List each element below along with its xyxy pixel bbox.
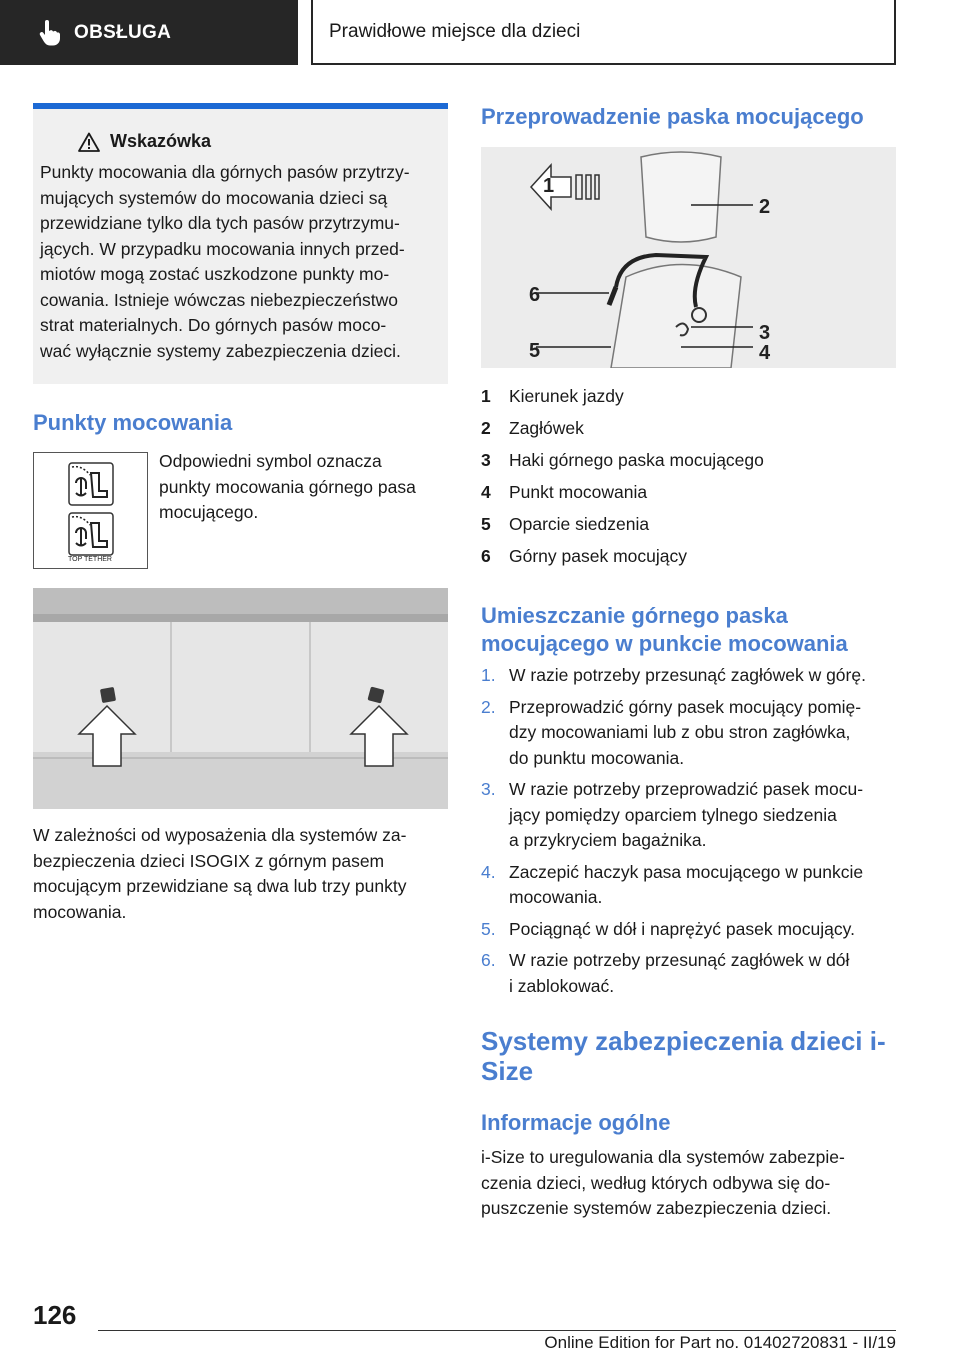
callout-6: 6 [529,284,541,306]
warning-box [33,103,448,384]
callout-2: 2 [759,196,771,218]
top-tether-label: TOP TETHER [68,556,112,563]
top-tether-symbol-icon [34,453,147,568]
placing-steps [481,663,896,1005]
page-topic: Prawidłowe miejsce dla dzieci [311,0,896,65]
footer-divider [98,1330,896,1331]
isofix-paragraph: W zależności od wyposażenia dla systemów za- bezpieczenia dzieci ISOGIX z górnym pasem mocującym przewidziane są dwa lub trzy punkty mocowania. [33,825,407,922]
headrest-diagram [481,147,896,368]
top-tether-symbol-box [33,452,148,569]
isize-heading: Systemy zabezpieczenia dzieci i- Size [481,1026,886,1086]
warning-header [78,131,440,152]
step-item: 5. Pociągnąć w dół i naprężyć pasek mocujący. [481,918,855,939]
step-item: 2. Przeprowadzić górny pasek mocujący pomię- dzy mocowaniami lub z obu stron zagłówka, do punktu mocowania. [481,696,862,768]
warning-triangle-icon [78,132,100,152]
diagram-legend [481,380,896,572]
trunk-anchor-photo [33,588,448,809]
hand-pointer-icon [38,20,62,46]
isize-subheading: Informacje ogólne [481,1110,671,1135]
step-item: 1. W razie potrzeby przesunąć zagłówek w górę. [481,665,866,685]
callout-1: 1 [543,175,555,197]
step-item: 3. W razie potrzeby przeprowadzić pasek mocu- jący pomiędzy oparciem tylnego siedzenia a przykryciem bagażnika. [481,779,864,850]
symbol-description: Odpowiedni symbol oznacza punkty mocowania górnego pasa mocującego. [159,451,416,522]
legend-item: 5 Oparcie siedzenia [481,513,650,534]
step-item: 6. W razie potrzeby przesunąć zagłówek w dół i zablokować. [481,950,850,996]
page-number: 126 [33,1300,77,1330]
routing-heading: Przeprowadzenie paska mocującego [481,104,864,129]
legend-item: 1 Kierunek jazdy [481,385,624,406]
warning-heading: Wskazówka [110,131,212,151]
callout-3: 3 [759,322,771,344]
section-tab[interactable] [0,0,298,65]
anchors-heading: Punkty mocowania [33,410,233,435]
legend-item: 3 Haki górnego paska mocującego [481,449,764,470]
legend-item: 4 Punkt mocowania [481,481,648,502]
edition-footer: Online Edition for Part no. 01402720831 - II/19 [544,1333,896,1352]
callout-4: 4 [759,342,771,364]
callout-5: 5 [529,340,541,362]
section-title: OBSŁUGA [74,21,172,43]
placing-heading: Umieszczanie górnego paska mocującego w punkcie mocowania [481,603,848,656]
legend-item: 2 Zagłówek [481,417,584,438]
legend-item: 6 Górny pasek mocujący [481,545,687,566]
warning-text: Punkty mocowania dla górnych pasów przytrzy- mujących systemów do mocowania dzieci są przewidziane tylko dla tych pasów przytrzymu- jących. W przypadku mocowania innych przed- miotów mogą zostać uszkodzone punkty mo- cowania. Istnieje wówczas niebezpieczeństwo strat materialnych. Do górnych pasów moco- wać wyłącznie systemy zabezpieczenia dzieci. [40,162,410,361]
step-item: 4. Zaczepić haczyk pasa mocującego w punkcie mocowania. [481,861,864,907]
isize-text: i-Size to uregulowania dla systemów zabezpie- czenia dzieci, według których odbywa się do- puszczenie systemów zabezpieczenia dzieci. [481,1147,845,1218]
